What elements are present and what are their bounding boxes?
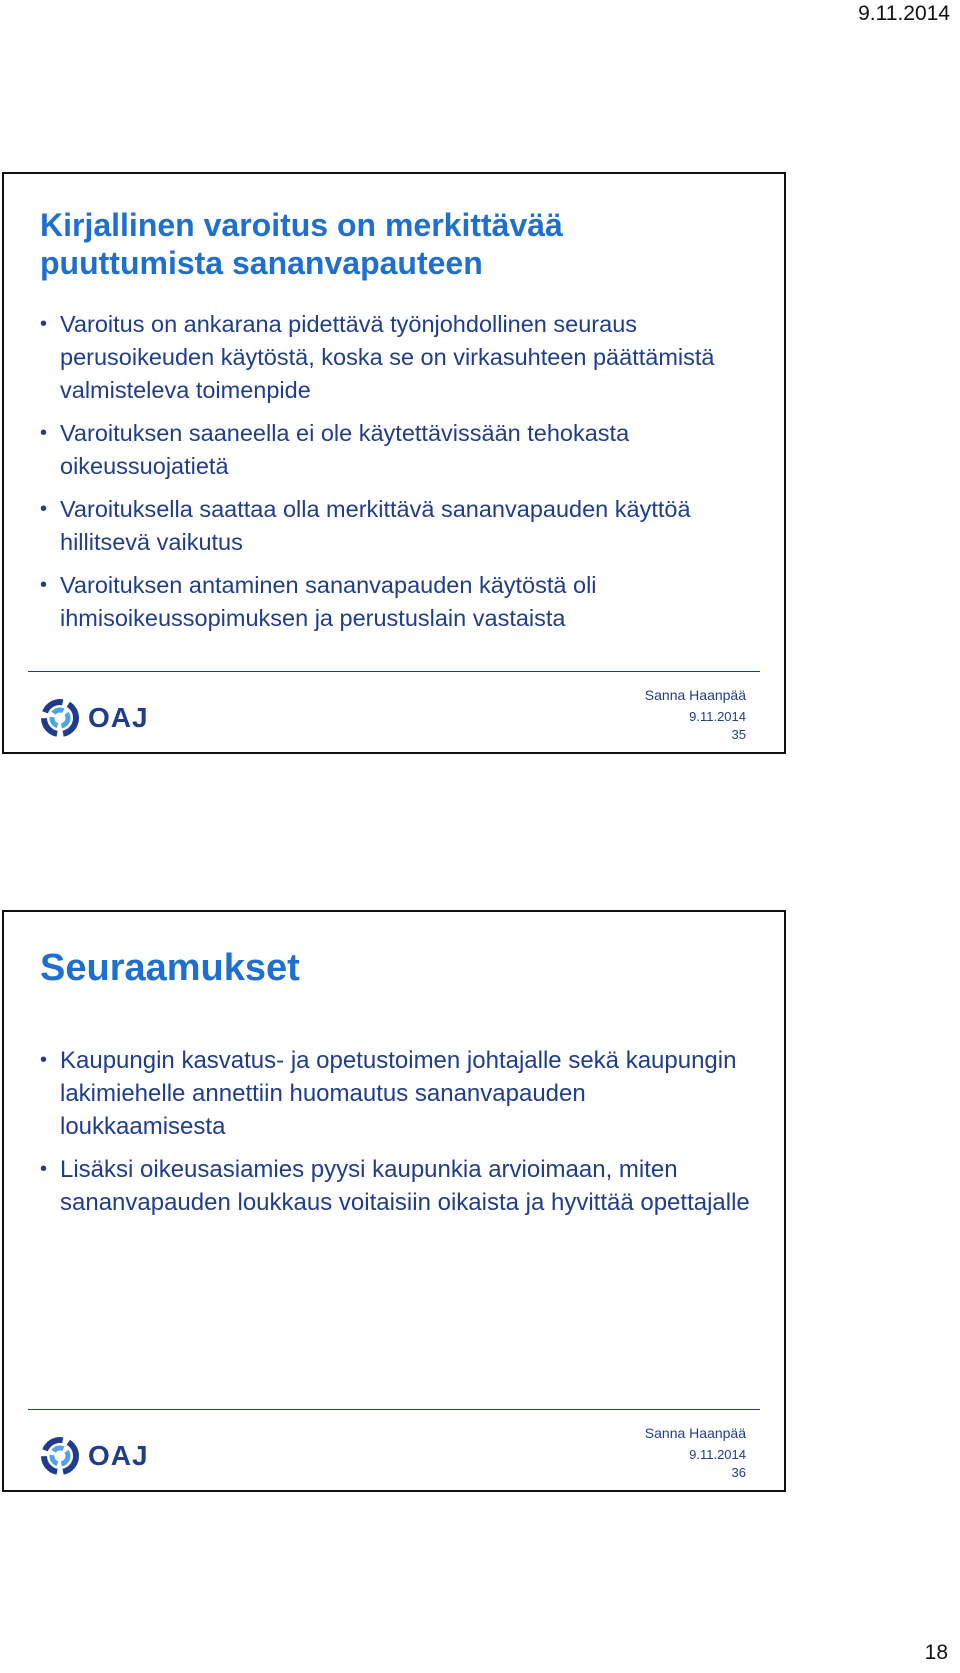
slide-date: 9.11.2014 bbox=[689, 709, 746, 724]
bullet-item: • Varoituksella saattaa olla merkittävä sananvapauden käyttöä hillitsevä vaikutus bbox=[40, 493, 754, 559]
bullet-list bbox=[40, 1044, 754, 1229]
bullet-item: • Kaupungin kasvatus- ja opetustoimen johtajalle sekä kaupungin lakimiehelle annettiin huomautus sananvapauden loukkaamisesta bbox=[40, 1044, 754, 1143]
bullet-item: • Varoituksen antaminen sananvapauden käytöstä oli ihmisoikeussopimuksen ja perustuslain vastaista bbox=[40, 569, 754, 635]
oaj-logo-icon bbox=[40, 1436, 80, 1476]
footer-divider bbox=[28, 671, 760, 672]
oaj-logo bbox=[40, 694, 149, 742]
slide-35 bbox=[2, 172, 786, 754]
slide-title: Kirjallinen varoitus on merkittävää puuttumista sananvapauteen bbox=[40, 207, 563, 281]
slide-author: Sanna Haanpää bbox=[644, 1425, 746, 1441]
page-date: 9.11.2014 bbox=[858, 2, 950, 25]
logo-text: OAJ bbox=[88, 1440, 149, 1471]
slide-author: Sanna Haanpää bbox=[644, 687, 746, 703]
slide-date: 9.11.2014 bbox=[689, 1447, 746, 1462]
logo-text: OAJ bbox=[88, 702, 149, 733]
bullet-item: • Lisäksi oikeusasiamies pyysi kaupunkia arvioimaan, miten sananvapauden loukkaus voitaisiin oikaista ja hyvittää opettajalle bbox=[40, 1153, 754, 1219]
bullet-item: • Varoitus on ankarana pidettävä työnjohdollinen seuraus perusoikeuden käytöstä, koska se on virkasuhteen päättämistä valmisteleva toimenpide bbox=[40, 308, 754, 407]
bullet-list bbox=[40, 308, 754, 645]
page-number: 18 bbox=[924, 1641, 948, 1664]
oaj-logo-icon bbox=[40, 698, 80, 738]
slide-footer-info bbox=[645, 686, 746, 744]
footer-divider bbox=[28, 1409, 760, 1410]
slide-number: 36 bbox=[731, 1465, 746, 1480]
slide-footer-info bbox=[645, 1424, 746, 1482]
slide-36 bbox=[2, 910, 786, 1492]
bullet-item: • Varoituksen saaneella ei ole käytettävissään tehokasta oikeussuojatietä bbox=[40, 417, 754, 483]
slide-title: Seuraamukset bbox=[40, 947, 300, 989]
slide-number: 35 bbox=[731, 727, 746, 742]
oaj-logo bbox=[40, 1432, 149, 1480]
